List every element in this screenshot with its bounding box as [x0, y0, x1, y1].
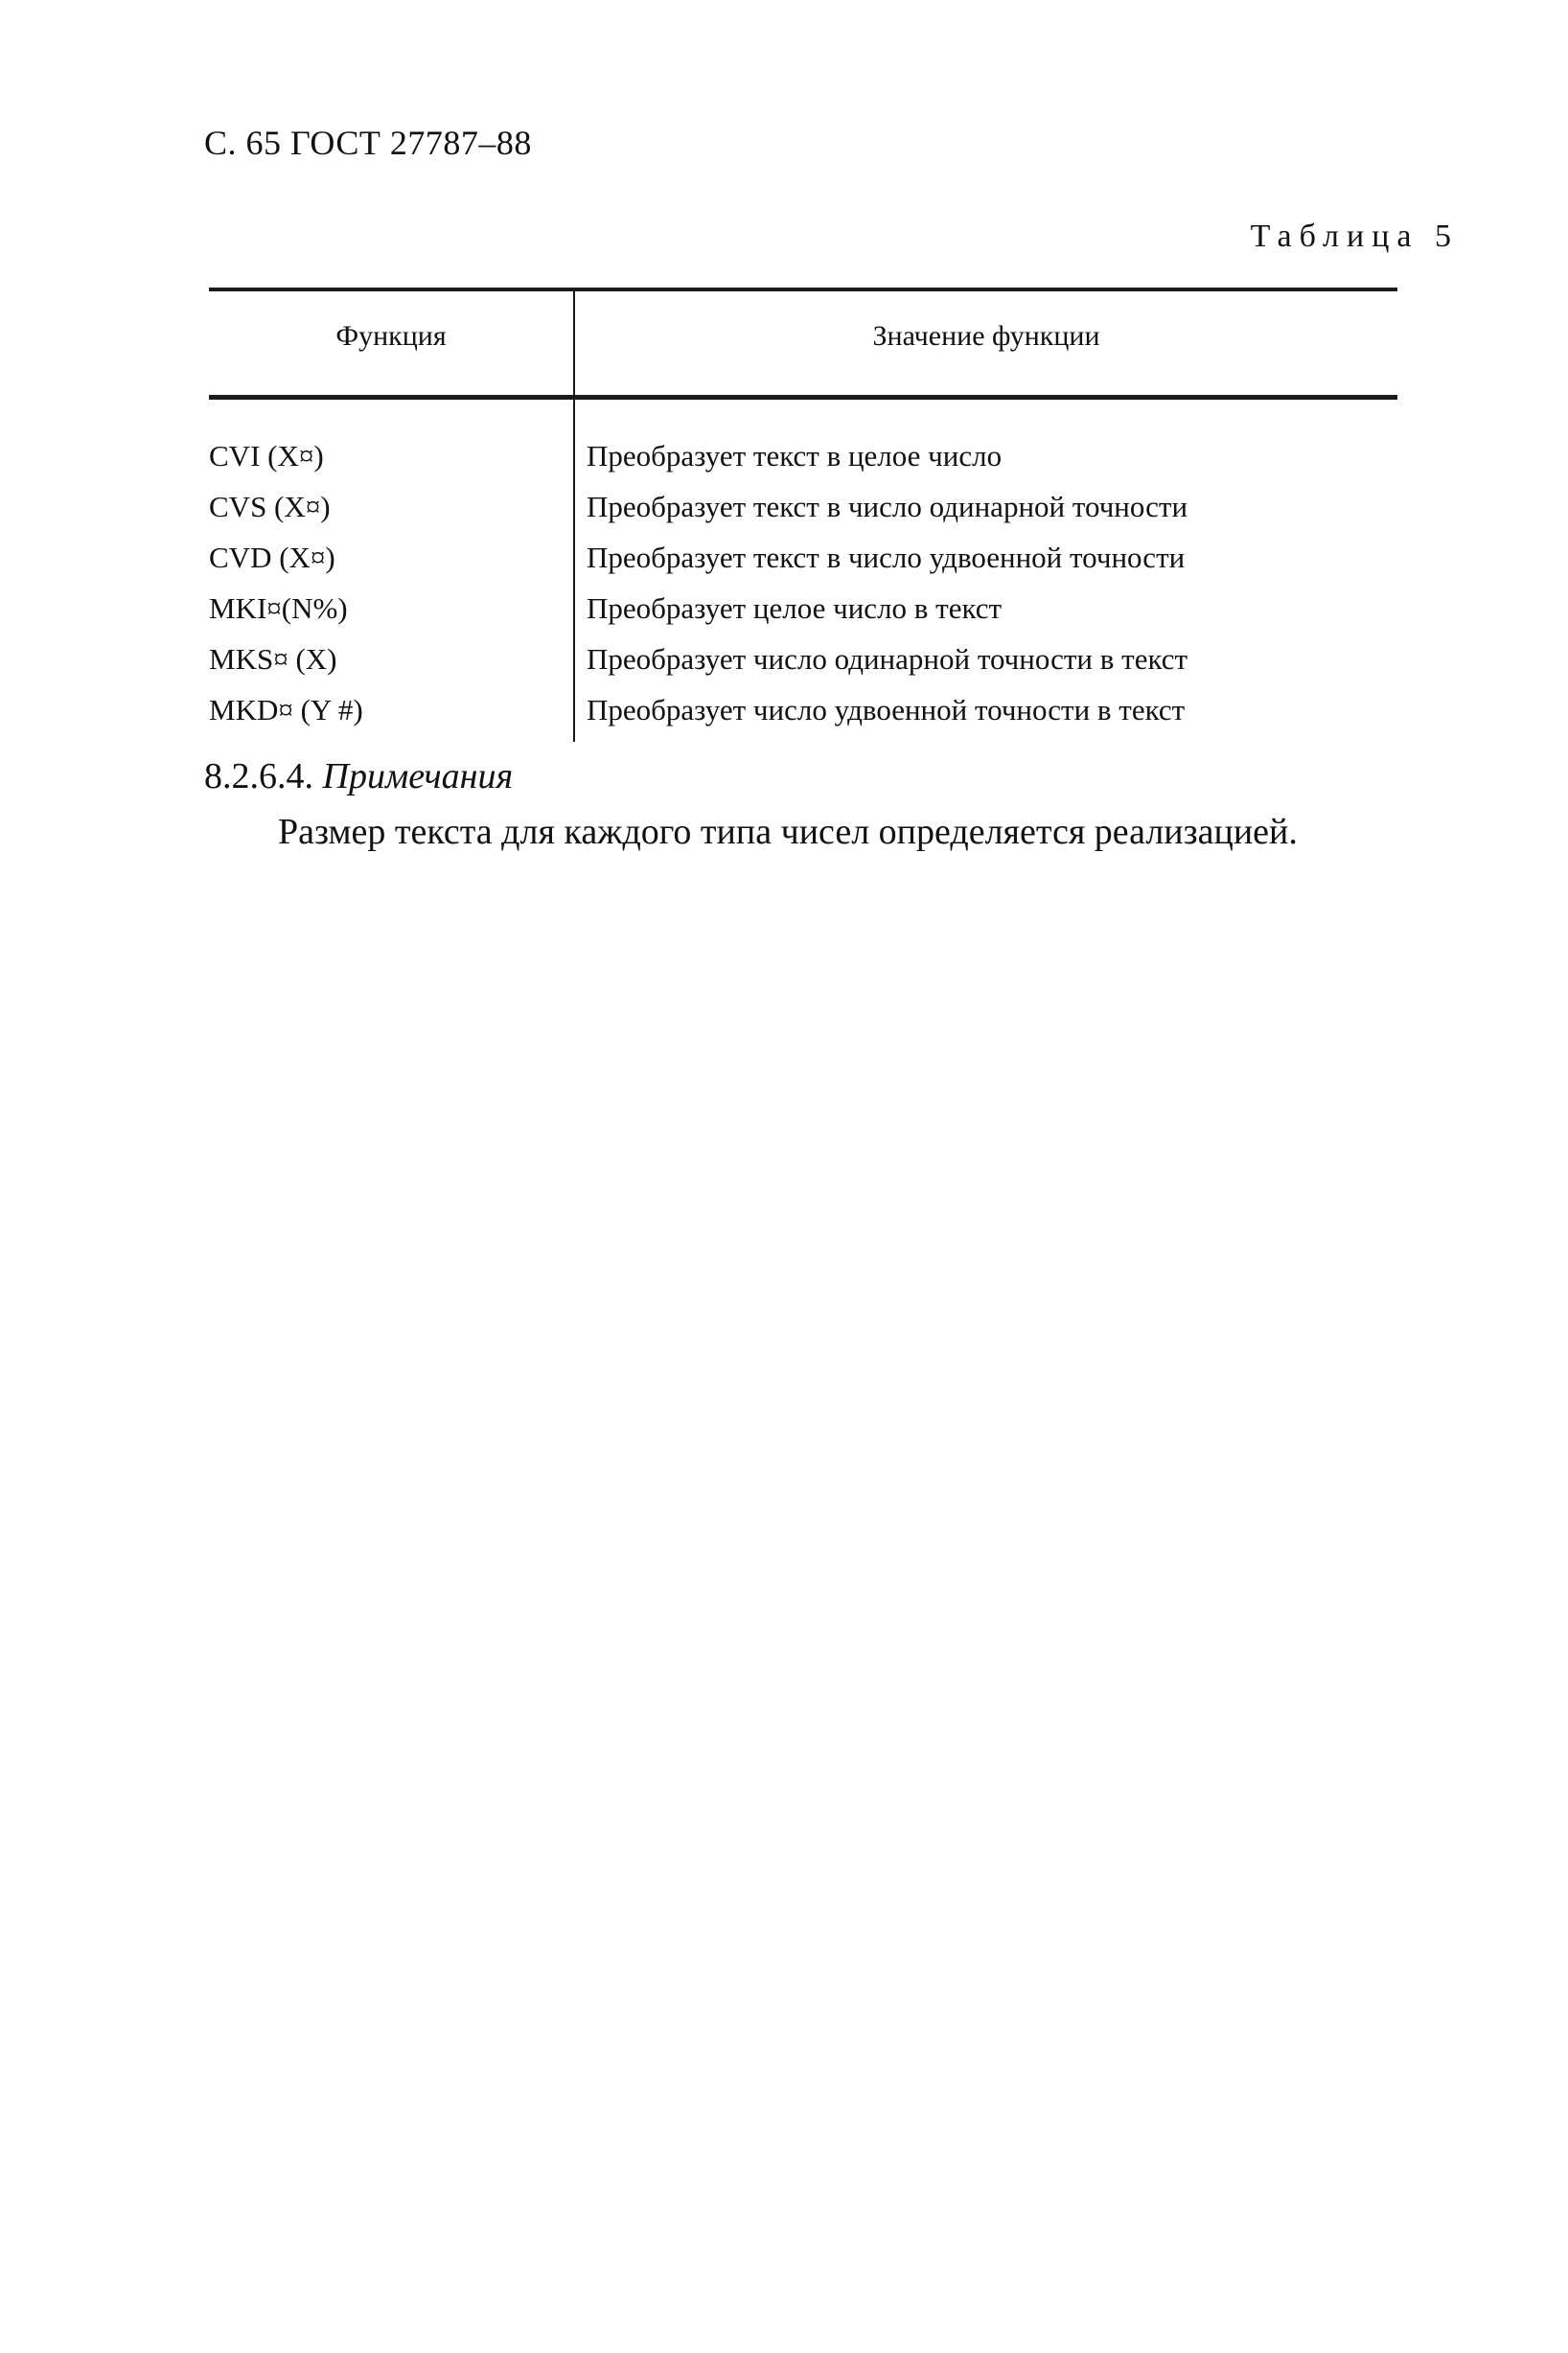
table-row: [209, 490, 1397, 541]
section-heading: [204, 755, 513, 797]
section-number: 8.2.6.4.: [204, 756, 313, 796]
table-top-rule: [209, 288, 1397, 291]
function-cell: MKD¤ (Y #): [209, 693, 363, 727]
table-caption: Таблица 5: [1250, 219, 1459, 254]
meaning-cell: Преобразует текст в целое число: [587, 439, 1003, 473]
column-header-function: Функция: [335, 320, 447, 352]
function-cell: MKS¤ (X): [209, 642, 337, 676]
meaning-cell: Преобразует целое число в текст: [587, 591, 1003, 625]
function-cell: CVD (X¤): [209, 541, 335, 574]
section-title: Примечания: [322, 756, 514, 796]
function-cell: CVS (X¤): [209, 490, 331, 523]
function-cell: CVI (X¤): [209, 439, 324, 473]
table-row: [209, 642, 1397, 693]
meaning-cell: Преобразует текст в число одинарной точности: [587, 490, 1188, 523]
table-row: [209, 693, 1397, 744]
page-header: С. 65 ГОСТ 27787–88: [204, 124, 532, 162]
table-body: [209, 439, 1397, 744]
table-row: [209, 591, 1397, 642]
table-row: [209, 541, 1397, 591]
note-text: Размер текста для каждого типа чисел определяется реализацией.: [278, 812, 1298, 852]
column-header-meaning: Значение функции: [872, 320, 1100, 352]
meaning-cell: Преобразует число одинарной точности в текст: [587, 642, 1188, 676]
functions-table: [209, 288, 1397, 744]
function-cell: MKI¤(N%): [209, 591, 348, 625]
meaning-cell: Преобразует текст в число удвоенной точности: [587, 541, 1186, 574]
table-header-rule: [209, 395, 1397, 400]
table-row: [209, 439, 1397, 490]
meaning-cell: Преобразует число удвоенной точности в текст: [587, 693, 1186, 727]
